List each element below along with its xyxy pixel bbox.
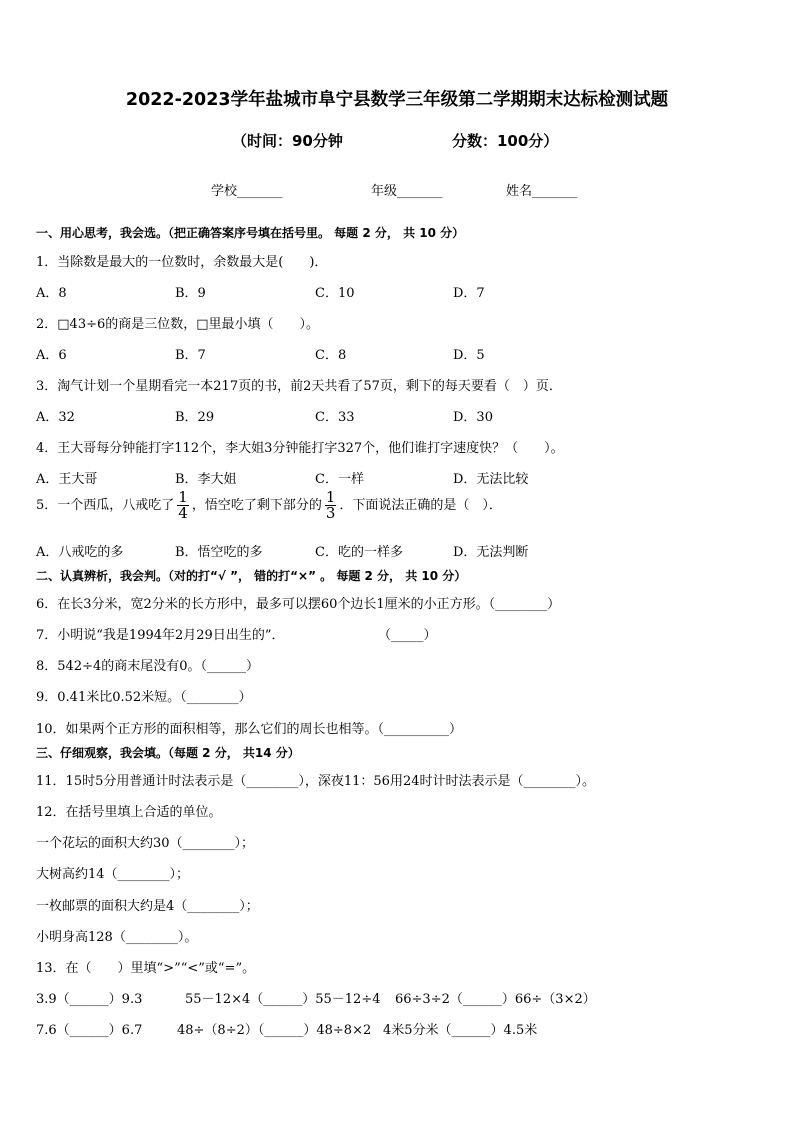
question-12: 12．在括号里填上合适的单位。 — [36, 805, 222, 820]
q5-fraction-1 — [177, 490, 189, 521]
exam-time: （时间：90分钟 — [232, 132, 343, 150]
q4-option-b[interactable]: B．李大姐 — [175, 472, 237, 487]
q5-fraction-2 — [325, 490, 337, 521]
question-11[interactable]: 11．15时5分用普通计时法表示是（________），深夜11：56用24时计时法表示是（________）。 — [36, 774, 595, 789]
q3-option-d[interactable]: D．30 — [453, 410, 493, 425]
grade-field[interactable]: 年级_______ — [371, 184, 443, 199]
q5-fraction-2-denominator: 3 — [325, 504, 336, 522]
q1-option-a[interactable]: A．8 — [36, 286, 67, 301]
q13-row1-item1[interactable]: 3.9（______）9.3 — [36, 992, 143, 1007]
q5-option-c[interactable]: C．吃的一样多 — [315, 545, 403, 560]
q5-fraction-2-numerator: 1 — [325, 488, 336, 506]
school-field[interactable]: 学校_______ — [211, 184, 283, 199]
question-7: 7．小明说“我是1994年2月29日出生的”． — [36, 628, 285, 643]
q1-option-c[interactable]: C．10 — [315, 286, 355, 301]
section2-heading: 二、认真辨析，我会判。（对的打“√ ”， 错的打“×” 。 每题 2 分， 共 10 分） — [36, 569, 467, 583]
q2-option-b[interactable]: B．7 — [175, 348, 206, 363]
q7-answer-blank[interactable]: （_____） — [378, 628, 437, 643]
q3-option-a[interactable]: A．32 — [36, 410, 75, 425]
name-field[interactable]: 姓名_______ — [506, 184, 578, 199]
q5-option-b[interactable]: B．悟空吃的多 — [175, 545, 263, 560]
question-8[interactable]: 8．542÷4的商末尾没有0。（______） — [36, 659, 260, 674]
section3-heading: 三、仔细观察，我会填。（每题 2 分， 共14 分） — [36, 746, 300, 760]
q5-fraction-1-numerator: 1 — [178, 488, 188, 506]
q5-option-a[interactable]: A．八戒吃的多 — [36, 545, 124, 560]
section1-heading: 一、用心思考，我会选。（把正确答案序号填在括号里。 每题 2 分， 共 10 分） — [36, 226, 465, 240]
q2-option-d[interactable]: D．5 — [453, 348, 485, 363]
question-6[interactable]: 6．在长3分米，宽2分米的长方形中，最多可以摆60个边长1厘米的小正方形。（________） — [36, 597, 561, 612]
q13-row2-item1[interactable]: 7.6（______）6.7 — [36, 1023, 143, 1038]
q5-fraction-1-denominator: 4 — [178, 504, 188, 522]
q12-item-c[interactable]: 一枚邮票的面积大约是4（________）； — [36, 899, 259, 914]
q13-row2-item2[interactable]: 48÷（8÷2）（______）48÷8×2 — [177, 1023, 372, 1038]
page-title: 2022-2023学年盐城市阜宁县数学三年级第二学期期末达标检测试题 — [125, 90, 669, 110]
q4-option-d[interactable]: D．无法比较 — [453, 472, 529, 487]
q12-item-b[interactable]: 大树高约14（________）； — [36, 867, 190, 882]
question-2: 2．□43÷6的商是三位数，□里最小填（ ）。 — [36, 317, 320, 332]
q12-item-d[interactable]: 小明身高128（________）。 — [36, 930, 198, 945]
q13-row1-item2[interactable]: 55－12×4（______）55－12÷4 — [185, 992, 381, 1007]
q2-option-a[interactable]: A．6 — [36, 348, 67, 363]
q12-item-a[interactable]: 一个花坛的面积大约30（________）； — [36, 836, 255, 851]
question-4: 4．王大哥每分钟能打字112个，李大姐3分钟能打字327个，他们谁打字速度快？（ ）。 — [36, 441, 564, 456]
q3-option-b[interactable]: B．29 — [175, 410, 215, 425]
q5-text-part2: ，悟空吃了剩下部分的 — [191, 498, 322, 513]
q4-option-a[interactable]: A．王大哥 — [36, 472, 98, 487]
q1-option-b[interactable]: B．9 — [175, 286, 206, 301]
q2-option-c[interactable]: C．8 — [315, 348, 347, 363]
question-13: 13．在（ ）里填“>”“<”或“=”。 — [36, 961, 256, 976]
question-5 — [36, 490, 502, 521]
q13-row2-item3[interactable]: 4米5分米（______）4.5米 — [383, 1023, 538, 1038]
q13-row1-item3[interactable]: 66÷3÷2（______）66÷（3×2） — [395, 992, 596, 1007]
question-1: 1．当除数是最大的一位数时，余数最大是( )． — [36, 255, 328, 270]
q5-text-part1: 5．一个西瓜，八戒吃了 — [36, 498, 175, 513]
q5-option-d[interactable]: D．无法判断 — [453, 545, 529, 560]
question-3: 3．淘气计划一个星期看完一本217页的书，前2天共看了57页，剩下的每天要看（ ）页． — [36, 379, 562, 394]
q1-option-d[interactable]: D．7 — [453, 286, 485, 301]
q5-text-part3: ．下面说法正确的是（ ）． — [339, 498, 502, 513]
q4-option-c[interactable]: C．一样 — [315, 472, 364, 487]
q3-option-c[interactable]: C．33 — [315, 410, 355, 425]
question-9[interactable]: 9．0.41米比0.52米短。（________） — [36, 690, 252, 705]
exam-score: 分数：100分） — [452, 132, 559, 150]
question-10[interactable]: 10．如果两个正方形的面积相等，那么它们的周长也相等。（__________） — [36, 722, 463, 737]
